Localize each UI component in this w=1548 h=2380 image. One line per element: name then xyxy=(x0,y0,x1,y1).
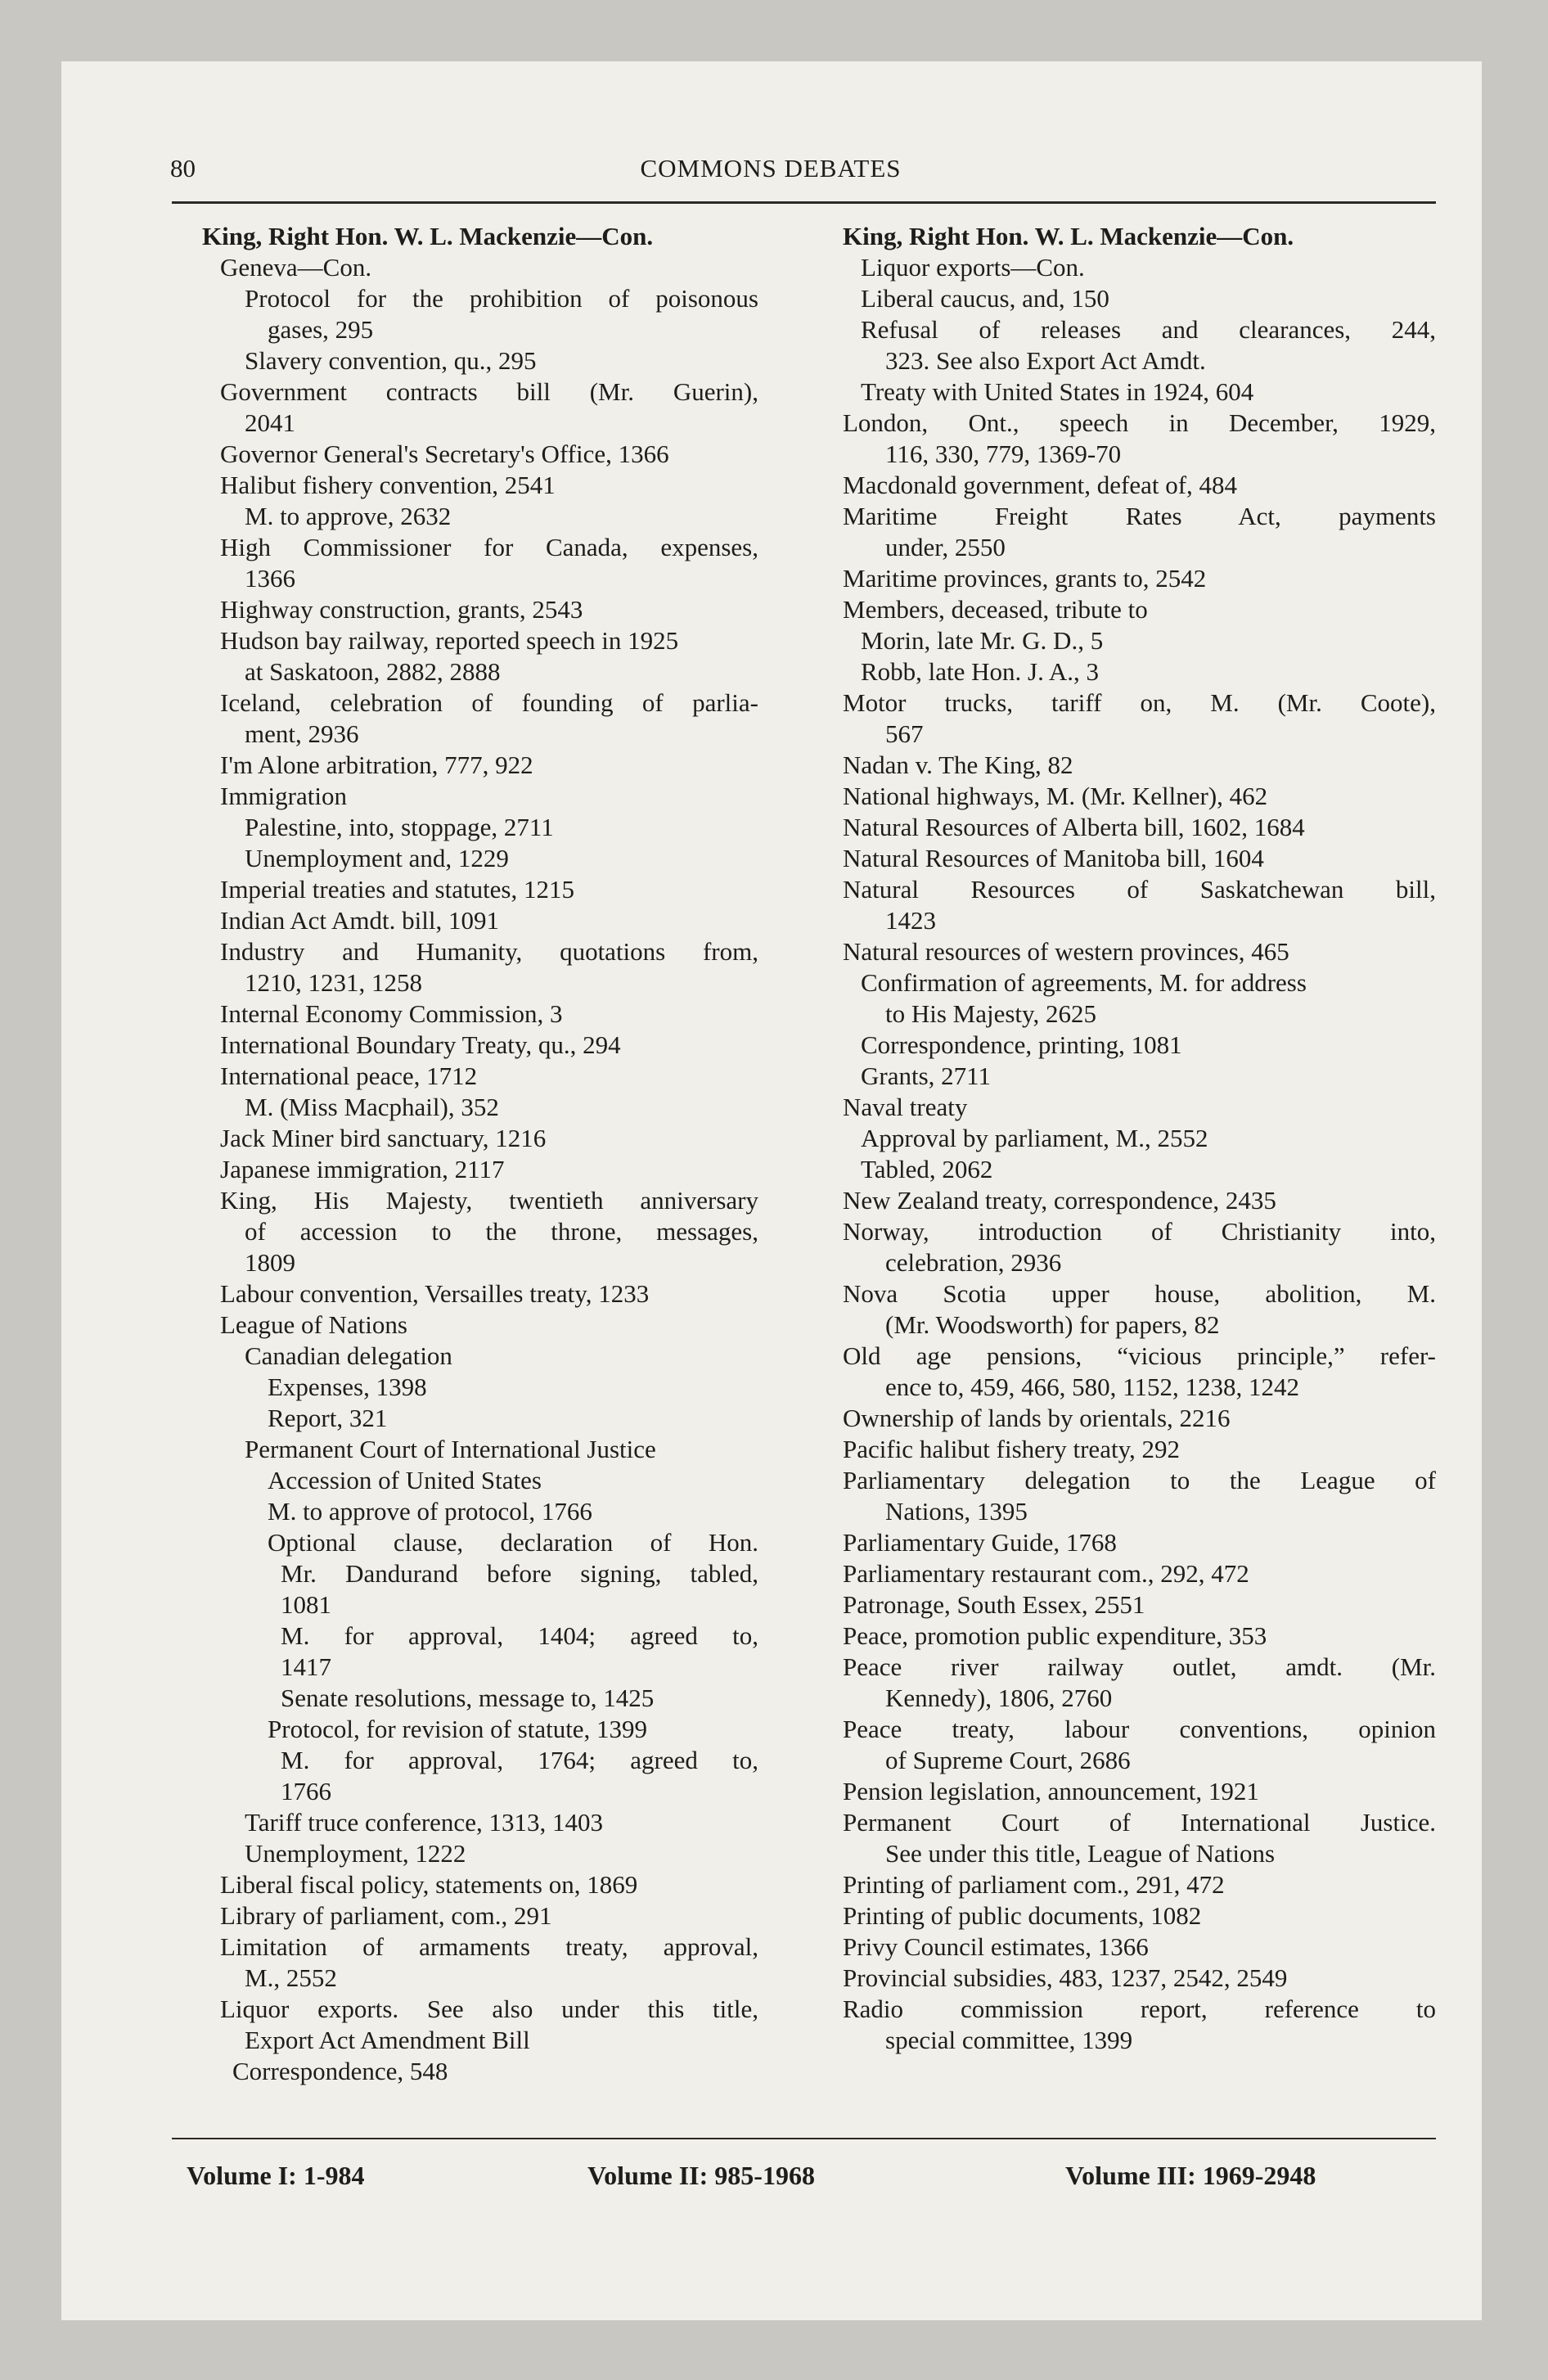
index-entry: Morin, late Mr. G. D., 5 xyxy=(861,626,1104,655)
page-number: 80 xyxy=(170,154,196,183)
index-entry: Mr. Dandurand before signing, tabled, xyxy=(281,1559,758,1588)
index-entry: Pension legislation, announcement, 1921 xyxy=(843,1777,1259,1805)
index-entry: Parliamentary delegation to the League of xyxy=(843,1466,1436,1494)
index-entry: Permanent Court of International Justice xyxy=(245,1435,656,1463)
index-entry: Macdonald government, defeat of, 484 xyxy=(843,471,1238,499)
index-entry: Immigration xyxy=(220,782,347,810)
index-entry: Liberal fiscal policy, statements on, 1869 xyxy=(220,1870,638,1899)
index-entry: 567 xyxy=(885,719,924,748)
index-entry: Ownership of lands by orientals, 2216 xyxy=(843,1404,1231,1432)
index-entry: Tariff truce conference, 1313, 1403 xyxy=(245,1808,603,1837)
index-entry: Export Act Amendment Bill xyxy=(245,2026,530,2054)
index-entry: See under this title, League of Nations xyxy=(885,1839,1276,1868)
volume-2-range: Volume II: 985-1968 xyxy=(587,2161,815,2190)
index-entry: special committee, 1399 xyxy=(885,2026,1133,2054)
index-entry: Highway construction, grants, 2543 xyxy=(220,595,583,624)
index-entry: Treaty with United States in 1924, 604 xyxy=(861,377,1254,406)
index-heading: King, Right Hon. W. L. Mackenzie—Con. xyxy=(202,222,654,250)
index-entry: M., 2552 xyxy=(245,1963,337,1992)
index-entry: Nadan v. The King, 82 xyxy=(843,751,1073,779)
index-entry: Optional clause, declaration of Hon. xyxy=(268,1528,758,1557)
index-entry: 1081 xyxy=(281,1590,331,1619)
index-entry: High Commissioner for Canada, expenses, xyxy=(220,533,758,561)
index-entry: 2041 xyxy=(245,408,295,437)
index-entry: Labour convention, Versailles treaty, 1233 xyxy=(220,1279,650,1308)
index-entry: Liquor exports. See also under this title, xyxy=(220,1995,758,2023)
index-entry: Canadian delegation xyxy=(245,1341,452,1370)
index-entry: 1210, 1231, 1258 xyxy=(245,968,422,997)
index-entry: Members, deceased, tribute to xyxy=(843,595,1148,624)
index-entry: ment, 2936 xyxy=(245,719,359,748)
index-entry: Maritime provinces, grants to, 2542 xyxy=(843,564,1207,593)
footer-rule xyxy=(172,2138,1436,2139)
index-entry: 1417 xyxy=(281,1652,331,1681)
index-entry: Protocol for the prohibition of poisonous xyxy=(245,284,758,313)
index-entry: Grants, 2711 xyxy=(861,1062,991,1090)
index-entry: Printing of parliament com., 291, 472 xyxy=(843,1870,1225,1899)
index-entry: Correspondence, printing, 1081 xyxy=(861,1030,1182,1059)
index-entry: Provincial subsidies, 483, 1237, 2542, 2549 xyxy=(843,1963,1288,1992)
index-entry: Governor General's Secretary's Office, 1366 xyxy=(220,439,669,468)
index-entry: Peace, promotion public expenditure, 353 xyxy=(843,1621,1267,1650)
index-entry: Patronage, South Essex, 2551 xyxy=(843,1590,1145,1619)
index-entry: Natural Resources of Manitoba bill, 1604 xyxy=(843,844,1264,872)
index-entry: of Supreme Court, 2686 xyxy=(885,1746,1131,1774)
index-entry: Geneva—Con. xyxy=(220,253,372,282)
index-entry: Nations, 1395 xyxy=(885,1497,1028,1526)
index-entry: Peace river railway outlet, amdt. (Mr. xyxy=(843,1652,1436,1681)
index-column-right xyxy=(843,221,1440,2056)
index-entry: Government contracts bill (Mr. Guerin), xyxy=(220,377,758,406)
index-entry: Accession of United States xyxy=(268,1466,542,1494)
index-entry: International Boundary Treaty, qu., 294 xyxy=(220,1030,621,1059)
index-entry: Hudson bay railway, reported speech in 1925 xyxy=(220,626,679,655)
index-entry: Robb, late Hon. J. A., 3 xyxy=(861,657,1100,686)
index-entry: (Mr. Woodsworth) for papers, 82 xyxy=(885,1310,1220,1339)
index-entry: under, 2550 xyxy=(885,533,1006,561)
index-entry: M. (Miss Macphail), 352 xyxy=(245,1093,499,1121)
index-entry: ence to, 459, 466, 580, 1152, 1238, 1242 xyxy=(885,1373,1299,1401)
index-entry: Slavery convention, qu., 295 xyxy=(245,346,537,375)
index-entry: Approval by parliament, M., 2552 xyxy=(861,1124,1208,1152)
index-entry: Nova Scotia upper house, abolition, M. xyxy=(843,1279,1436,1308)
index-entry: Internal Economy Commission, 3 xyxy=(220,999,563,1028)
index-entry: Motor trucks, tariff on, M. (Mr. Coote), xyxy=(843,688,1436,717)
index-entry: celebration, 2936 xyxy=(885,1248,1062,1277)
index-entry: Parliamentary restaurant com., 292, 472 xyxy=(843,1559,1249,1588)
index-entry: 323. See also Export Act Amdt. xyxy=(885,346,1206,375)
index-entry: Jack Miner bird sanctuary, 1216 xyxy=(220,1124,547,1152)
index-entry: 116, 330, 779, 1369-70 xyxy=(885,439,1122,468)
page-header xyxy=(108,147,1433,196)
index-entry: Natural resources of western provinces, 465 xyxy=(843,937,1289,966)
index-entry: Printing of public documents, 1082 xyxy=(843,1901,1202,1930)
index-entry: Parliamentary Guide, 1768 xyxy=(843,1528,1117,1557)
index-entry: National highways, M. (Mr. Kellner), 462 xyxy=(843,782,1268,810)
index-entry: 1423 xyxy=(885,906,936,935)
index-entry: Refusal of releases and clearances, 244, xyxy=(861,315,1436,344)
index-entry: Senate resolutions, message to, 1425 xyxy=(281,1684,655,1712)
index-entry: M. to approve of protocol, 1766 xyxy=(268,1497,592,1526)
index-entry: Norway, introduction of Christianity into, xyxy=(843,1217,1436,1246)
index-entry: Expenses, 1398 xyxy=(268,1373,427,1401)
index-entry: Indian Act Amdt. bill, 1091 xyxy=(220,906,499,935)
index-entry: League of Nations xyxy=(220,1310,407,1339)
index-entry: M. to approve, 2632 xyxy=(245,502,452,530)
index-entry: gases, 295 xyxy=(268,315,374,344)
index-entry: Permanent Court of International Justice. xyxy=(843,1808,1436,1837)
index-entry: Unemployment, 1222 xyxy=(245,1839,466,1868)
index-entry: Report, 321 xyxy=(268,1404,388,1432)
index-entry: Library of parliament, com., 291 xyxy=(220,1901,552,1930)
index-entry: Correspondence, 548 xyxy=(232,2057,448,2085)
index-entry: to His Majesty, 2625 xyxy=(885,999,1097,1028)
index-entry: M. for approval, 1404; agreed to, xyxy=(281,1621,758,1650)
index-entry: Imperial treaties and statutes, 1215 xyxy=(220,875,575,904)
index-entry: New Zealand treaty, correspondence, 2435 xyxy=(843,1186,1276,1215)
index-entry: Unemployment and, 1229 xyxy=(245,844,509,872)
index-entry: Natural Resources of Alberta bill, 1602, 1684 xyxy=(843,813,1305,841)
index-entry: Maritime Freight Rates Act, payments xyxy=(843,502,1436,530)
index-entry: M. for approval, 1764; agreed to, xyxy=(281,1746,758,1774)
index-entry: Privy Council estimates, 1366 xyxy=(843,1932,1149,1961)
index-entry: Radio commission report, reference to xyxy=(843,1995,1436,2023)
index-entry: at Saskatoon, 2882, 2888 xyxy=(245,657,501,686)
index-entry: Limitation of armaments treaty, approval, xyxy=(220,1932,758,1961)
index-entry: 1766 xyxy=(281,1777,331,1805)
index-entry: Naval treaty xyxy=(843,1093,968,1121)
volume-3-range: Volume III: 1969-2948 xyxy=(1065,2161,1316,2190)
index-entry: Japanese immigration, 2117 xyxy=(220,1155,505,1183)
index-entry: Pacific halibut fishery treaty, 292 xyxy=(843,1435,1181,1463)
index-entry: of accession to the throne, messages, xyxy=(245,1217,758,1246)
index-entry: Old age pensions, “vicious principle,” refer- xyxy=(843,1341,1436,1370)
index-entry: King, His Majesty, twentieth anniversary xyxy=(220,1186,758,1215)
volume-1-range: Volume I: 1-984 xyxy=(187,2161,365,2190)
index-entry: Confirmation of agreements, M. for address xyxy=(861,968,1307,997)
index-entry: Tabled, 2062 xyxy=(861,1155,993,1183)
index-entry: Halibut fishery convention, 2541 xyxy=(220,471,556,499)
index-entry: Liquor exports—Con. xyxy=(861,253,1085,282)
index-entry: Palestine, into, stoppage, 2711 xyxy=(245,813,554,841)
index-entry: Iceland, celebration of founding of parlia- xyxy=(220,688,758,717)
index-heading: King, Right Hon. W. L. Mackenzie—Con. xyxy=(843,222,1294,250)
index-entry: 1366 xyxy=(245,564,295,593)
index-entry: I'm Alone arbitration, 777, 922 xyxy=(220,751,533,779)
running-head: COMMONS DEBATES xyxy=(640,154,902,183)
index-entry: Liberal caucus, and, 150 xyxy=(861,284,1109,313)
index-entry: International peace, 1712 xyxy=(220,1062,478,1090)
index-entry: Natural Resources of Saskatchewan bill, xyxy=(843,875,1436,904)
index-entry: London, Ont., speech in December, 1929, xyxy=(843,408,1436,437)
index-column-left xyxy=(202,221,836,2087)
header-rule xyxy=(172,201,1436,204)
index-entry: Kennedy), 1806, 2760 xyxy=(885,1684,1113,1712)
index-entry: Protocol, for revision of statute, 1399 xyxy=(268,1715,648,1743)
index-entry: Peace treaty, labour conventions, opinion xyxy=(843,1715,1436,1743)
index-entry: 1809 xyxy=(245,1248,295,1277)
index-entry: Industry and Humanity, quotations from, xyxy=(220,937,758,966)
